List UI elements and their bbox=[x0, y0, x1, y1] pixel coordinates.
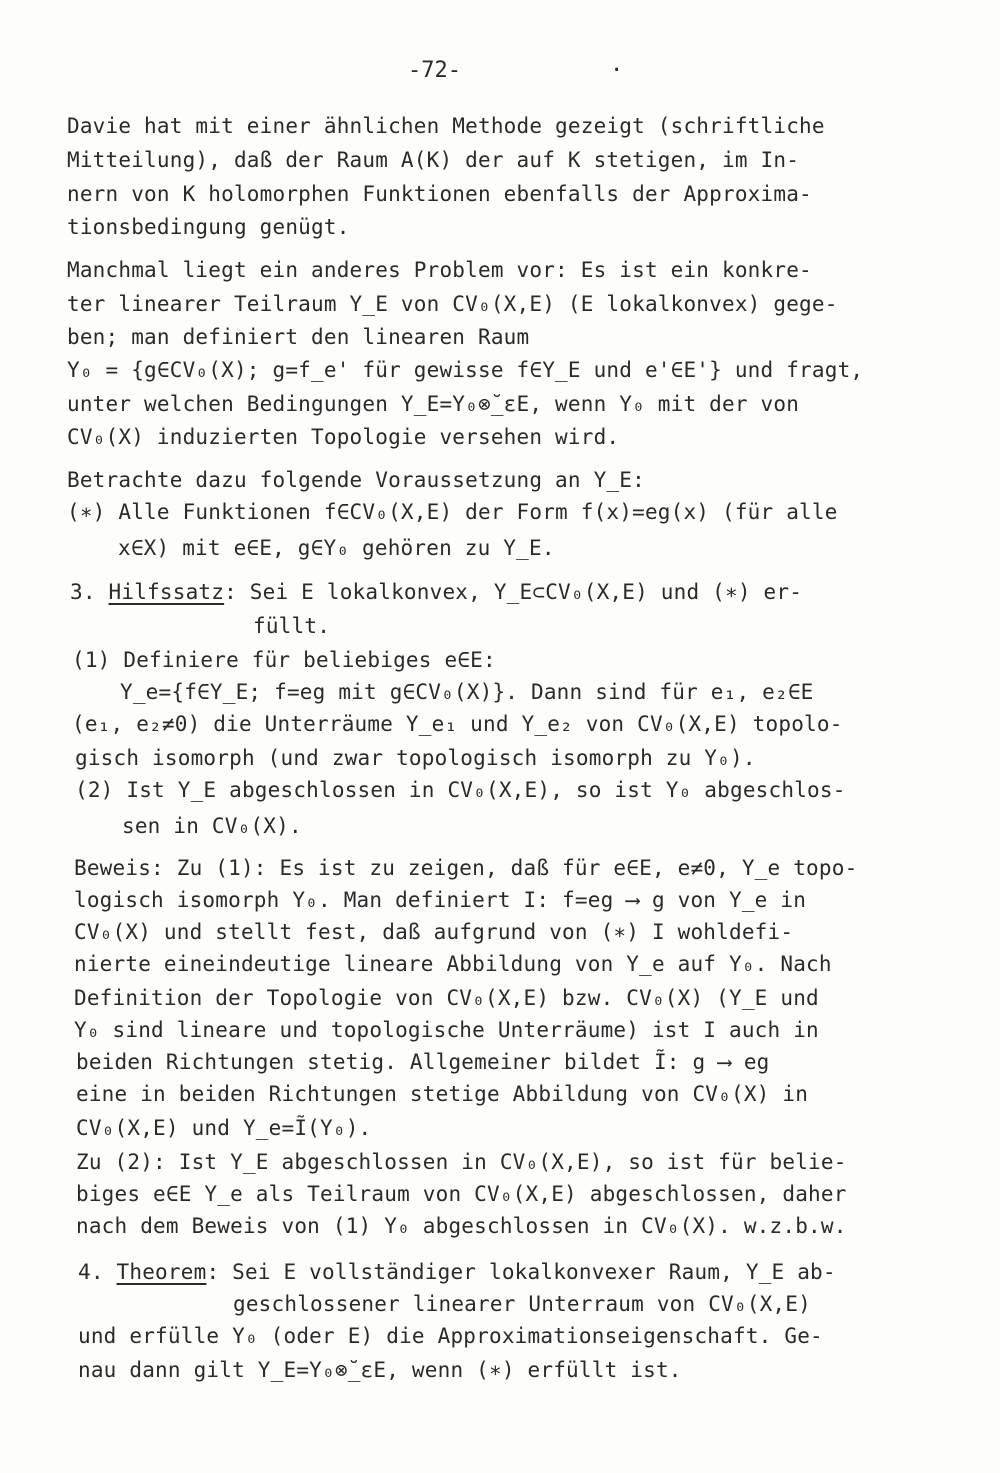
text-line: Zu (2): Ist Y_E abgeschlossen in CV₀(X,E), so ist für belie- bbox=[76, 1150, 847, 1174]
text-line: Betrachte dazu folgende Voraussetzung an Y_E: bbox=[67, 468, 645, 492]
text-line: beiden Richtungen stetig. Allgemeiner bildet Ĩ: g ⟶ eg bbox=[76, 1050, 770, 1074]
text-line: Manchmal liegt ein anderes Problem vor: Es ist ein konkre- bbox=[67, 258, 812, 282]
text-line: Beweis: Zu (1): Es ist zu zeigen, daß für e∈E, e≠0, Y_e topo- bbox=[74, 856, 858, 880]
text-line: Mitteilung), daß der Raum A(K) der auf K stetigen, im In- bbox=[67, 148, 800, 172]
lemma-text: : Sei E lokalkonvex, Y_E⊂CV₀(X,E) und (∗) er- bbox=[224, 580, 803, 604]
lemma-number: 3. bbox=[70, 580, 109, 604]
text-line: nierte eineindeutige lineare Abbildung von Y_e auf Y₀. Nach bbox=[74, 952, 832, 976]
text-line: nach dem Beweis von (1) Y₀ abgeschlossen in CV₀(X). w.z.b.w. bbox=[76, 1214, 847, 1238]
text-line: nern von K holomorphen Funktionen ebenfalls der Approxima- bbox=[67, 182, 812, 206]
text-line: unter welchen Bedingungen Y_E=Y₀⊗̆_εE, wenn Y₀ mit der von bbox=[67, 392, 800, 416]
text-line: Y_e={f∈Y_E; f=eg mit g∈CV₀(X)}. Dann sind für e₁, e₂∈E bbox=[120, 680, 814, 704]
theorem-heading-line bbox=[78, 1258, 836, 1286]
text-line: tionsbedingung genügt. bbox=[67, 215, 350, 239]
text-line: gisch isomorph (und zwar topologisch isomorph zu Y₀). bbox=[75, 746, 756, 770]
text-line: (e₁, e₂≠0) die Unterräume Y_e₁ und Y_e₂ von CV₀(X,E) topolo- bbox=[72, 712, 843, 736]
text-line: Y₀ sind lineare und topologische Unterräume) ist I auch in bbox=[74, 1018, 819, 1042]
stray-dot: · bbox=[610, 58, 624, 83]
text-line: ter linearer Teilraum Y_E von CV₀(X,E) (E lokalkonvex) gege- bbox=[67, 292, 838, 316]
theorem-number: 4. bbox=[78, 1260, 117, 1284]
text-line: eine in beiden Richtungen stetige Abbildung von CV₀(X) in bbox=[76, 1082, 809, 1106]
lemma-heading-line bbox=[70, 578, 802, 606]
text-line: nau dann gilt Y_E=Y₀⊗̆_εE, wenn (∗) erfüllt ist. bbox=[78, 1358, 682, 1382]
text-line: CV₀(X,E) und Y_e=Ĩ(Y₀). bbox=[76, 1116, 372, 1140]
text-line: logisch isomorph Y₀. Man definiert I: f=eg ⟶ g von Y_e in bbox=[74, 888, 807, 912]
theorem-label: Theorem bbox=[116, 1260, 207, 1284]
text-line: (1) Definiere für beliebiges e∈E: bbox=[72, 648, 496, 672]
text-line: (2) Ist Y_E abgeschlossen in CV₀(X,E), so ist Y₀ abgeschlos- bbox=[75, 778, 846, 802]
theorem-text: : Sei E vollständiger lokalkonvexer Raum, Y_E ab- bbox=[206, 1260, 836, 1284]
lemma-label: Hilfssatz bbox=[108, 580, 225, 604]
text-line: biges e∈E Y_e als Teilraum von CV₀(X,E) abgeschlossen, daher bbox=[76, 1182, 847, 1206]
text-line: Davie hat mit einer ähnlichen Methode gezeigt (schriftliche bbox=[67, 114, 825, 138]
text-line: CV₀(X) induzierten Topologie versehen wird. bbox=[67, 425, 620, 449]
text-line: (∗) Alle Funktionen f∈CV₀(X,E) der Form f(x)=eg(x) (für alle bbox=[67, 500, 838, 524]
text-line: x∈X) mit e∈E, g∈Y₀ gehören zu Y_E. bbox=[118, 536, 555, 560]
text-line: und erfülle Y₀ (oder E) die Approximationseigenschaft. Ge- bbox=[78, 1324, 823, 1348]
text-line: Definition der Topologie von CV₀(X,E) bzw. CV₀(X) (Y_E und bbox=[74, 986, 819, 1010]
text-line: ben; man definiert den linearen Raum bbox=[67, 325, 530, 349]
text-line: geschlossener linearer Unterraum von CV₀(X,E) bbox=[233, 1292, 811, 1316]
text-line: CV₀(X) und stellt fest, daß aufgrund von (∗) I wohldefi- bbox=[74, 920, 794, 944]
text-line: füllt. bbox=[253, 614, 331, 638]
text-line: Y₀ = {g∈CV₀(X); g=f_e' für gewisse f∈Y_E und e'∈E'} und fragt, bbox=[67, 358, 864, 382]
text-line: sen in CV₀(X). bbox=[122, 814, 302, 838]
page-number: -72- bbox=[408, 58, 461, 83]
